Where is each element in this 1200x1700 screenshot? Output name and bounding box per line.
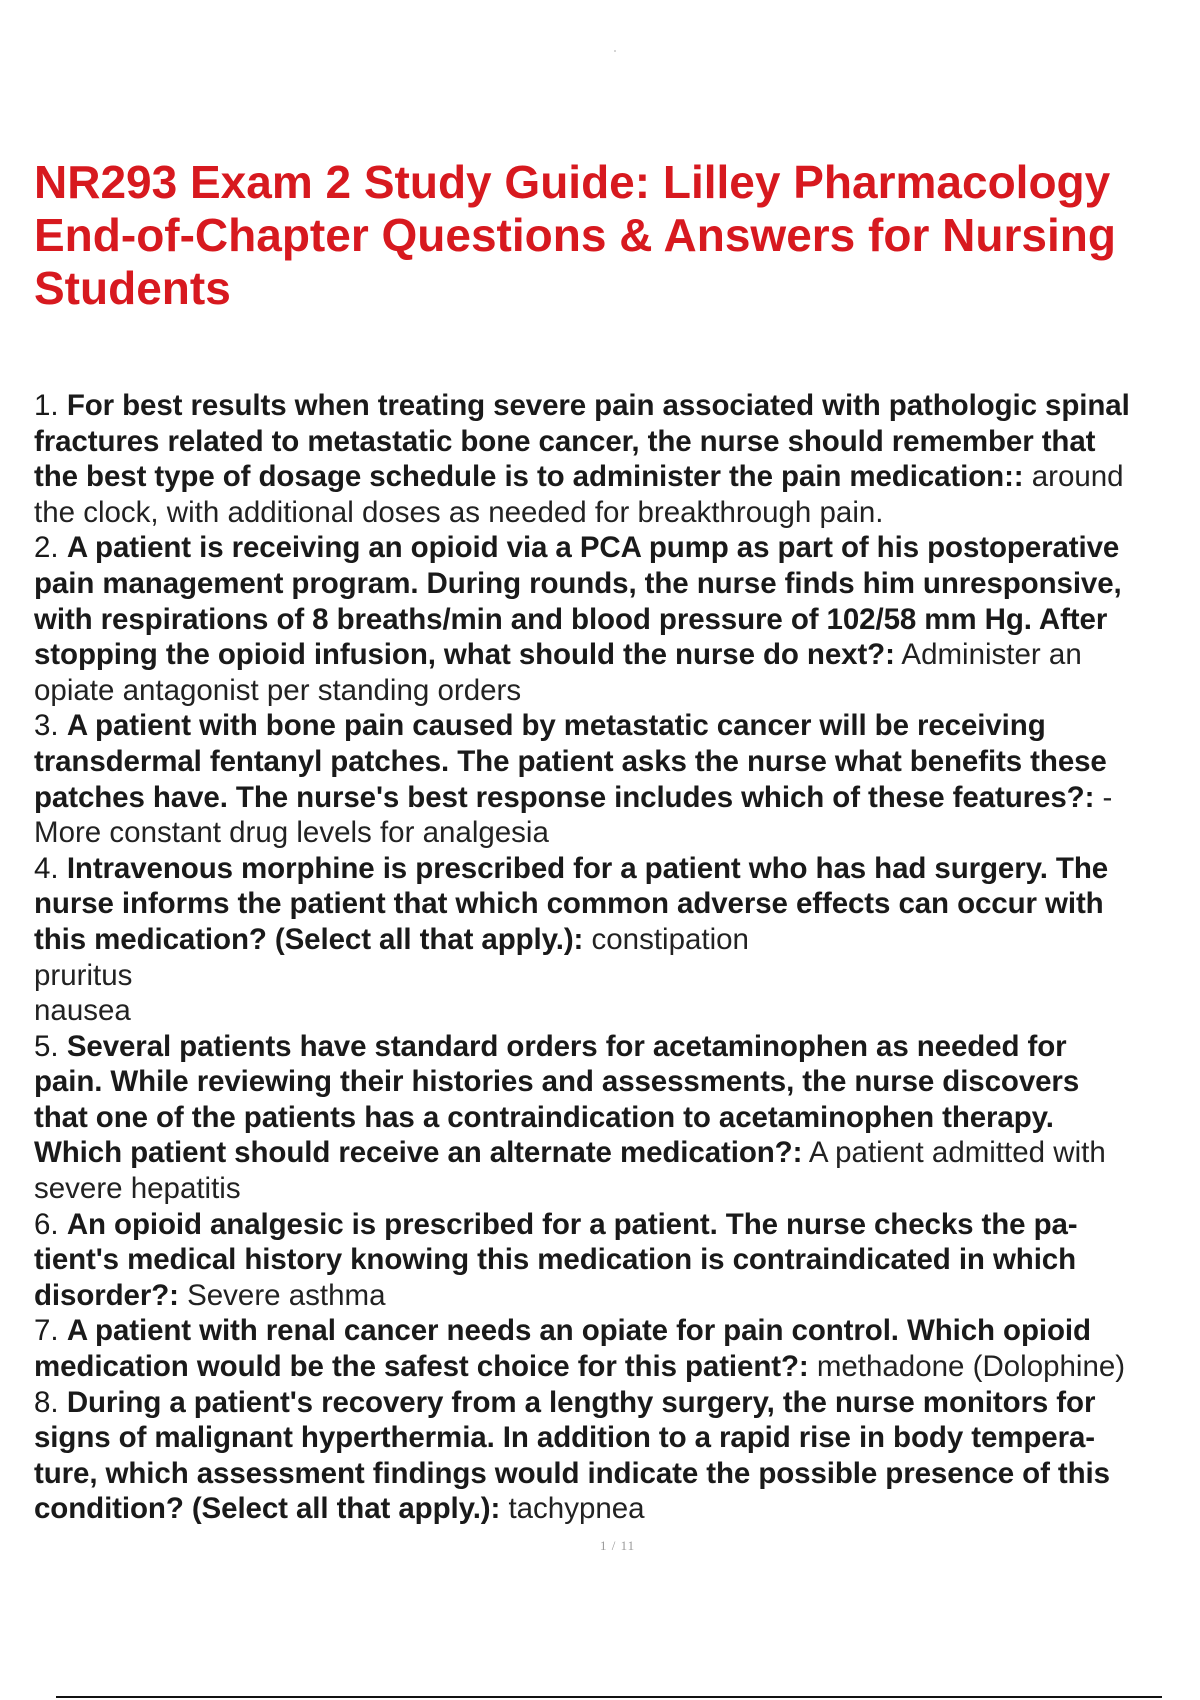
question-number: 3. <box>34 709 59 743</box>
question-text: An opioid analgesic is prescribed for a patient. The nurse checks the pa- <box>66 1207 1078 1241</box>
question-number: 8. <box>34 1385 59 1419</box>
question-line <box>34 780 1200 816</box>
scan-speck <box>614 50 616 52</box>
answer-text: A patient admitted with <box>808 1136 1106 1170</box>
question-line <box>34 744 1200 780</box>
question-text: tient's medical history knowing this medication is contraindicated in which <box>34 1243 1077 1277</box>
question-line <box>34 1420 1200 1456</box>
footer-divider <box>56 1696 1162 1698</box>
answer-line <box>34 495 1200 531</box>
answer-text: constipation <box>591 922 749 956</box>
answer-text: the clock, with additional doses as needed for breakthrough pain. <box>34 495 884 529</box>
question-text: Which patient should receive an alternate medication?: <box>34 1136 803 1170</box>
question-text: this medication? (Select all that apply.): <box>34 922 584 956</box>
answer-line <box>34 958 1200 994</box>
question-text: fractures related to metastatic bone cancer, the nurse should remember that <box>34 424 1096 458</box>
question-line <box>34 1100 1200 1136</box>
question-line <box>34 1135 1200 1171</box>
question-text: For best results when treating severe pain associated with pathologic spinal <box>66 389 1130 422</box>
document-title: NR293 Exam 2 Study Guide: Lilley Pharmacology End-of-Chapter Questions & Answers for Nursing Students <box>34 156 1116 314</box>
question-text: A patient is receiving an opioid via a PCA pump as part of his postoperative <box>66 531 1120 565</box>
question-line <box>34 1207 1200 1243</box>
answer-line <box>34 993 1200 1029</box>
question-line <box>34 530 1200 566</box>
question-number: 5. <box>34 1029 59 1063</box>
question-text: A patient with renal cancer needs an opiate for pain control. Which opioid <box>66 1314 1091 1348</box>
answer-text: around <box>1031 460 1124 494</box>
question-text: medication would be the safest choice for this patient?: <box>34 1350 809 1384</box>
question-number: 1. <box>34 389 59 422</box>
question-text: disorder?: <box>34 1278 179 1312</box>
answer-line <box>34 1171 1200 1207</box>
question-text: During a patient's recovery from a lengthy surgery, the nurse monitors for <box>66 1385 1096 1419</box>
question-line <box>34 1064 1200 1100</box>
question-line <box>34 424 1200 460</box>
answer-text: Administer an <box>901 638 1082 672</box>
question-number: 6. <box>34 1207 59 1241</box>
question-text: transdermal fentanyl patches. The patient asks the nurse what benefits these <box>34 744 1107 778</box>
question-text: ture, which assessment findings would indicate the possible presence of this <box>34 1456 1110 1490</box>
question-line <box>34 566 1200 602</box>
question-line <box>34 388 1200 424</box>
question-text: stopping the opioid infusion, what should the nurse do next?: <box>34 638 895 672</box>
question-line <box>34 602 1200 638</box>
question-text: the best type of dosage schedule is to administer the pain medication:: <box>34 460 1024 494</box>
answer-text: nausea <box>34 994 131 1028</box>
question-text: condition? (Select all that apply.): <box>34 1492 501 1526</box>
question-text: nurse informs the patient that which common adverse effects can occur with <box>34 887 1104 921</box>
question-text: pain management program. During rounds, the nurse finds him unresponsive, <box>34 566 1122 600</box>
answer-text: methadone (Dolophine) <box>816 1350 1126 1384</box>
question-line <box>34 1385 1200 1421</box>
question-line <box>34 459 1200 495</box>
question-answer-list <box>34 388 1200 1527</box>
question-line <box>34 922 1200 958</box>
question-line <box>34 1278 1200 1314</box>
question-text: with respirations of 8 breaths/min and blood pressure of 102/58 mm Hg. After <box>34 602 1108 636</box>
answer-text: Severe asthma <box>187 1278 386 1312</box>
question-line <box>34 637 1200 673</box>
question-text: Several patients have standard orders for acetaminophen as needed for <box>66 1029 1067 1063</box>
question-number: 4. <box>34 851 59 885</box>
question-line <box>34 1242 1200 1278</box>
answer-line <box>34 815 1200 851</box>
question-text: that one of the patients has a contraindication to acetaminophen therapy. <box>34 1100 1054 1134</box>
question-line <box>34 851 1200 887</box>
answer-text: - <box>1102 780 1113 814</box>
answer-text: More constant drug levels for analgesia <box>34 816 549 850</box>
question-text: Intravenous morphine is prescribed for a patient who has had surgery. The <box>66 851 1109 885</box>
question-text: pain. While reviewing their histories and assessments, the nurse discovers <box>34 1065 1080 1099</box>
question-line <box>34 1349 1200 1385</box>
question-text: patches have. The nurse's best response includes which of these features?: <box>34 780 1095 814</box>
question-line <box>34 708 1200 744</box>
question-line <box>34 1029 1200 1065</box>
question-text: A patient with bone pain caused by metastatic cancer will be receiving <box>66 709 1046 743</box>
answer-text: pruritus <box>34 958 133 992</box>
question-number: 7. <box>34 1314 59 1348</box>
answer-text: tachypnea <box>508 1492 645 1526</box>
question-line <box>34 1491 1200 1527</box>
question-number: 2. <box>34 531 59 565</box>
answer-text: opiate antagonist per standing orders <box>34 673 522 707</box>
answer-line <box>34 673 1200 709</box>
answer-text: severe hepatitis <box>34 1172 241 1206</box>
question-line <box>34 1313 1200 1349</box>
question-line <box>34 1456 1200 1492</box>
page-number: 1 / 11 <box>600 1538 636 1553</box>
question-line <box>34 886 1200 922</box>
question-text: signs of malignant hyperthermia. In addition to a rapid rise in body tempera- <box>34 1421 1096 1455</box>
